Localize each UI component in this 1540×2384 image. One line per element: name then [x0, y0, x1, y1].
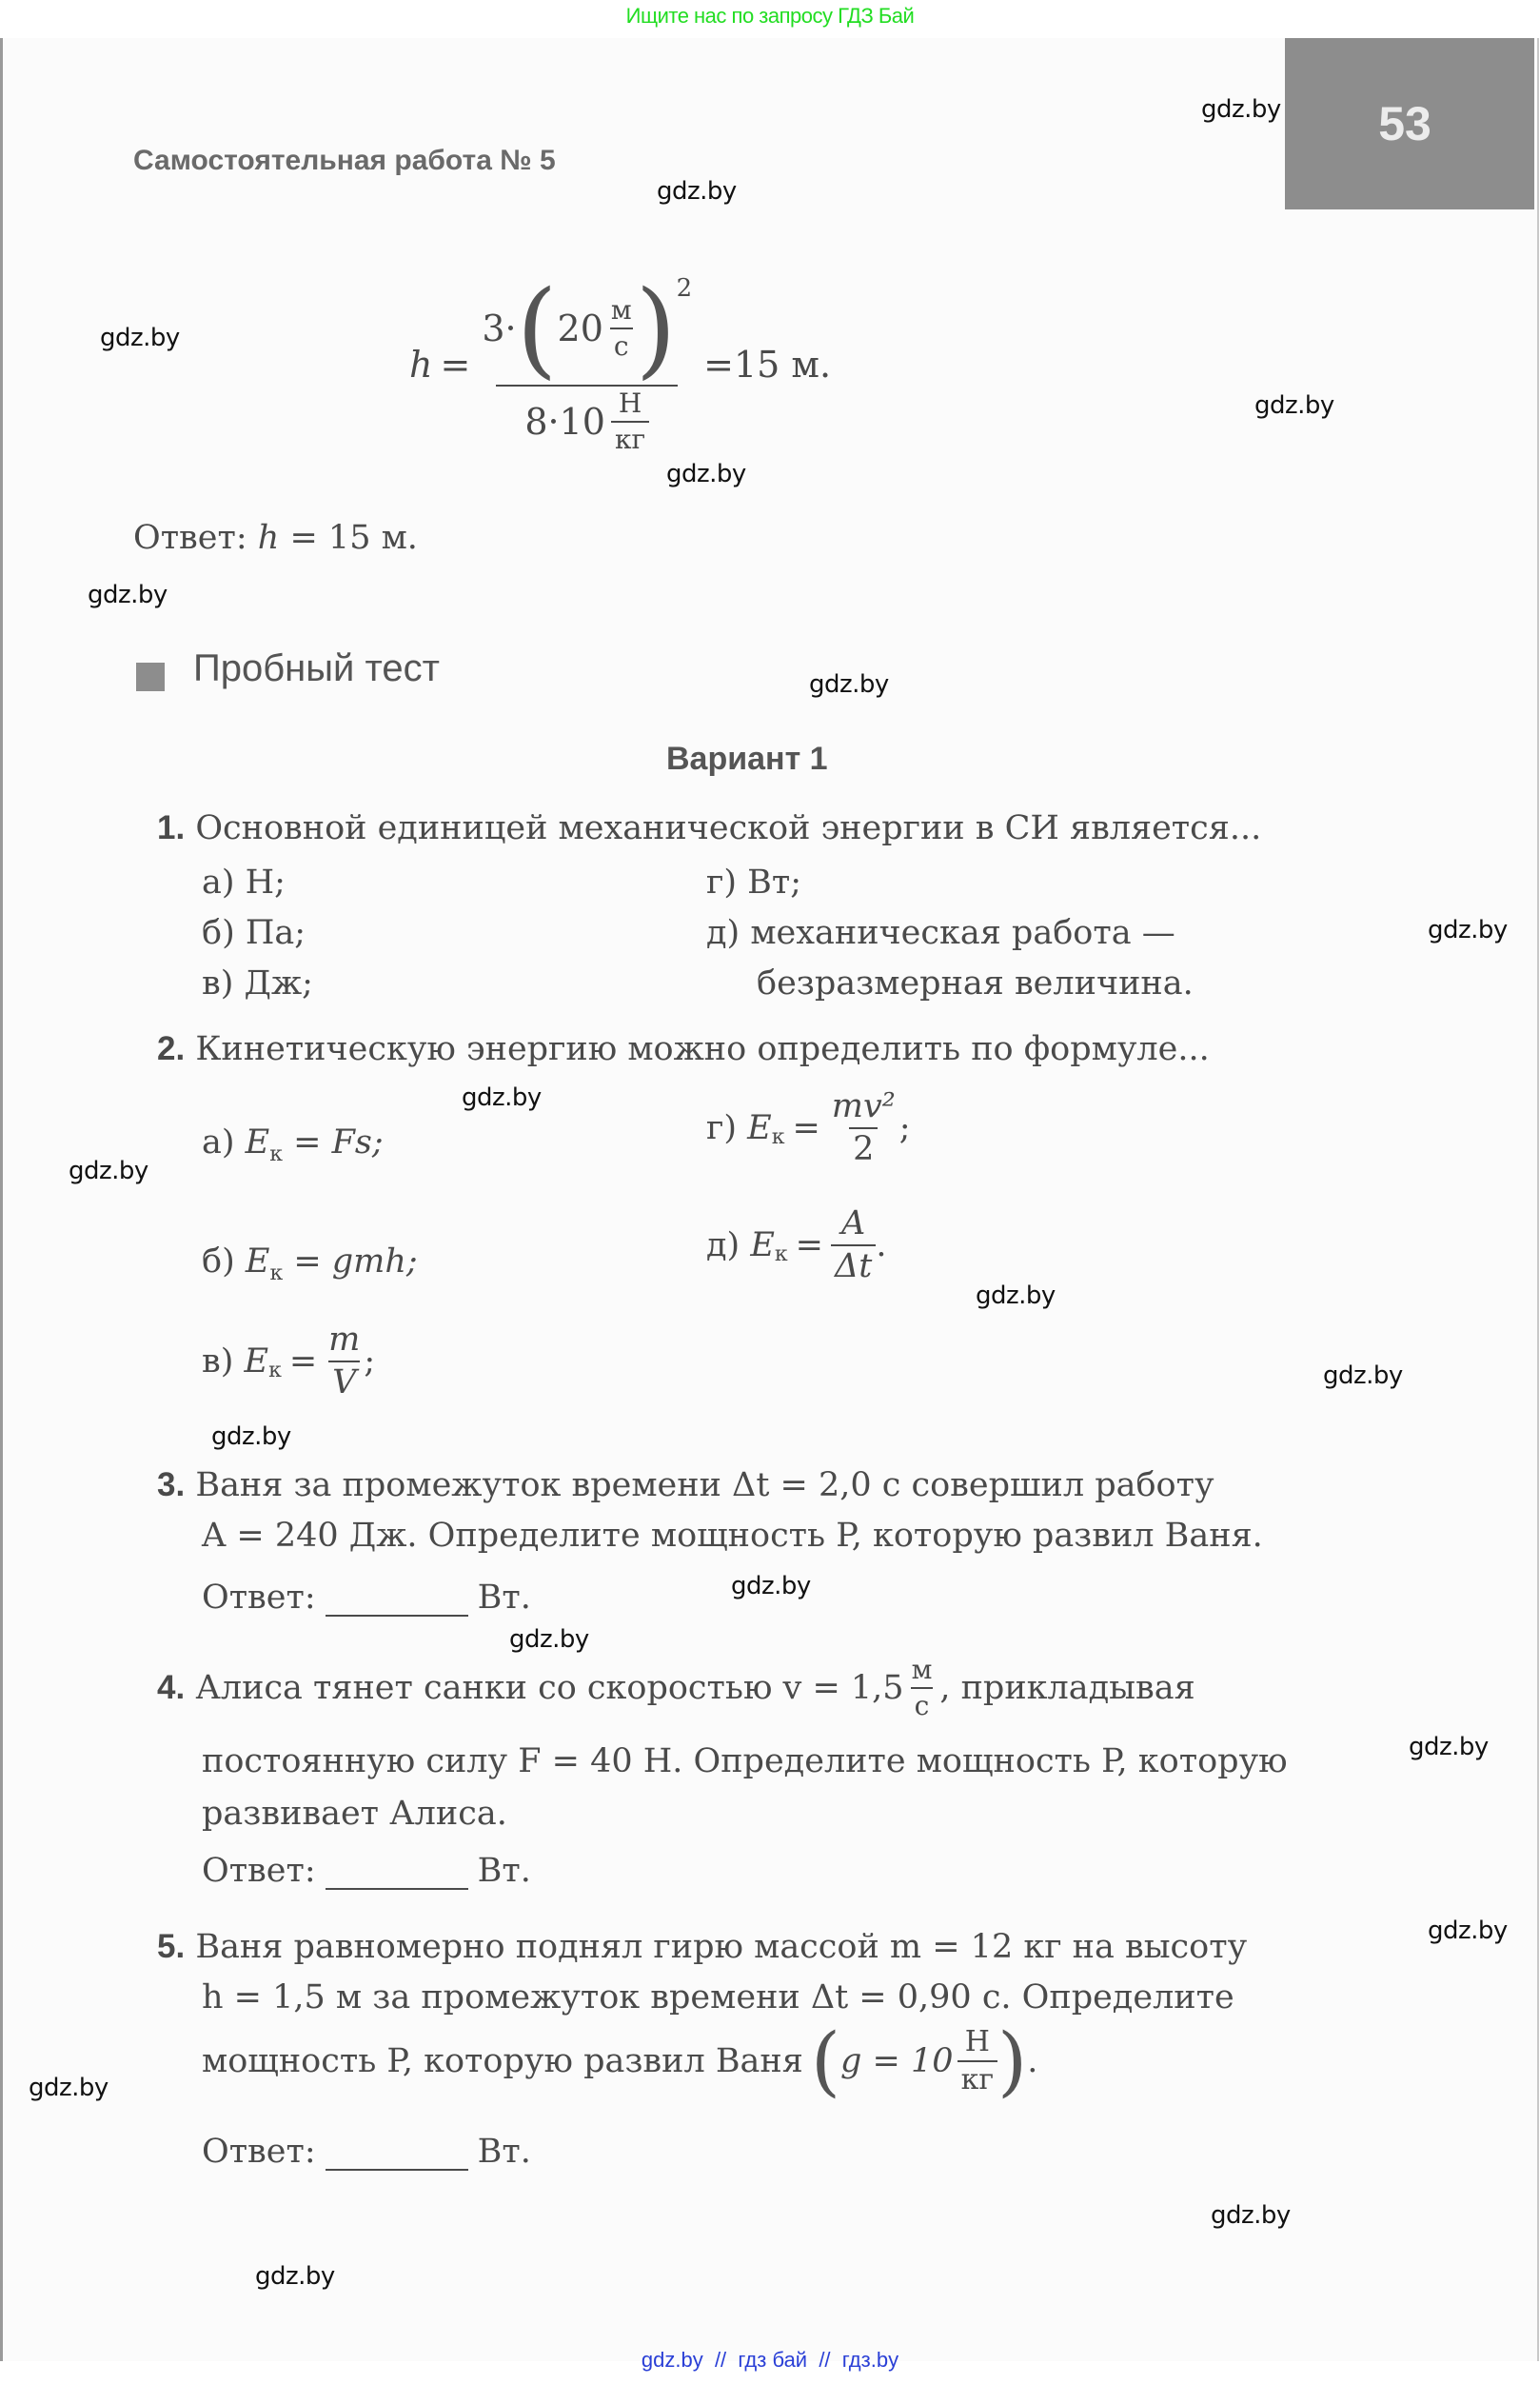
q1-option-b: б) Па;	[202, 914, 306, 952]
unit-n: Н	[964, 2025, 990, 2058]
option-lhs: E	[245, 1123, 270, 1162]
watermark-text: gdz.by	[69, 1157, 148, 1185]
denominator-coef: 8·10	[524, 401, 605, 443]
option-lhs: E	[244, 1342, 269, 1381]
question-4-line3: развивает Алиса.	[202, 1795, 507, 1833]
fraction-den: Δt	[831, 1244, 876, 1283]
section-title: Самостоятельная работа № 5	[133, 145, 556, 176]
answer-blank-field[interactable]	[326, 1586, 468, 1617]
answer-value: = 15 м.	[289, 519, 418, 557]
test-heading	[136, 647, 440, 691]
question-1	[157, 809, 1261, 847]
q2-option-a	[202, 1123, 384, 1166]
question-text-cont: , прикладывая	[939, 1669, 1195, 1707]
watermark-text: gdz.by	[100, 324, 180, 352]
answer-line	[133, 519, 418, 557]
question-5	[157, 1928, 1247, 1966]
q1-option-v: в) Дж;	[202, 964, 313, 1003]
question-4-answer	[202, 1852, 531, 1890]
answer-blank-field[interactable]	[326, 2140, 468, 2171]
numerator-power: 2	[676, 274, 693, 303]
answer-label: Ответ:	[133, 519, 247, 557]
watermark-text: gdz.by	[509, 1625, 589, 1654]
question-text: Ваня за промежуток времени Δt = 2,0 с совершил работу	[195, 1466, 1214, 1504]
option-label: в)	[202, 1342, 234, 1381]
heading-square-icon	[136, 663, 165, 691]
question-number: 3.	[157, 1466, 186, 1503]
page-number: 53	[1378, 97, 1431, 150]
answer-label: Ответ:	[202, 1579, 316, 1617]
option-lhs: E	[750, 1226, 775, 1264]
watermark-text: gdz.by	[1254, 391, 1334, 420]
option-sub: к	[774, 1242, 788, 1266]
option-sub: к	[771, 1125, 785, 1149]
g-hint: g = 10	[840, 2042, 954, 2080]
option-sub: к	[269, 1262, 284, 1285]
watermark-text: gdz.by	[1201, 95, 1281, 124]
q1-option-a: а) Н;	[202, 864, 286, 902]
q2-option-g: г) E $_к$ = $\frac{\text{mv²}}{2}$ ;	[706, 1087, 911, 1168]
answer-unit: Вт.	[477, 1852, 531, 1890]
option-lhs: E	[245, 1242, 270, 1281]
option-label: а)	[202, 1123, 235, 1162]
unit-kg: кг	[958, 2060, 997, 2095]
question-5-line2: h = 1,5 м за промежуток времени Δt = 0,90 с. Определите	[202, 1978, 1234, 2016]
unit-s: с	[610, 328, 633, 360]
answer-label: Ответ:	[202, 1852, 316, 1890]
question-number: 1.	[157, 809, 186, 846]
watermark-text: gdz.by	[29, 2074, 109, 2102]
question-text: мощность P, которую развил Ваня	[202, 2042, 803, 2080]
question-5-answer	[202, 2133, 531, 2171]
test-heading-text: Пробный тест	[193, 647, 440, 689]
formula-fraction: 3· ( 20 $\frac{м}{с}$ ) $^2$ 8·10 $\frac{Н}{кг}$	[482, 268, 693, 455]
answer-unit: Вт.	[477, 1579, 531, 1617]
option-rhs: = gmh;	[293, 1242, 418, 1281]
fraction-num: A	[841, 1204, 866, 1242]
watermark-text: gdz.by	[809, 670, 889, 699]
option-label: г)	[706, 1109, 737, 1147]
variant-title: Вариант 1	[666, 741, 828, 777]
q2-option-d: д) E $_к$ = $\frac{A}{\Delta t}$ .	[706, 1204, 887, 1285]
question-3-line2: A = 240 Дж. Определите мощность P, которую развил Ваня.	[202, 1517, 1263, 1555]
answer-label: Ответ:	[202, 2133, 316, 2171]
footer-links[interactable]: gdz.by // гдз бай // гдз.by	[641, 2348, 899, 2372]
numerator-value: 20	[557, 308, 603, 349]
option-label: д)	[706, 1226, 740, 1264]
formula-lhs: h	[409, 344, 433, 386]
q2-option-b	[202, 1242, 418, 1285]
question-text: Алиса тянет санки со скоростью v = 1,5	[195, 1669, 904, 1707]
watermark-text: gdz.by	[731, 1572, 811, 1600]
watermark-text: gdz.by	[88, 581, 168, 609]
unit-m: м	[911, 1654, 933, 1685]
answer-var: h	[257, 519, 280, 557]
answer-unit: Вт.	[477, 2133, 531, 2171]
question-number: 2.	[157, 1030, 186, 1067]
question-number: 4.	[157, 1669, 186, 1706]
fraction-den: V	[328, 1361, 360, 1400]
option-rhs: = Fs;	[293, 1123, 384, 1162]
watermark-text: gdz.by	[666, 460, 746, 488]
fraction-num: m	[328, 1321, 361, 1359]
question-number: 5.	[157, 1928, 186, 1965]
formula-h: h = 3· ( 20 $\frac{м}{с}$ ) $^2$ 8·10 $\frac{Н}{кг}$ =15 м.	[409, 268, 832, 455]
watermark-text: gdz.by	[1211, 2201, 1291, 2230]
unit-m: м	[610, 294, 632, 326]
option-end: ;	[364, 1342, 376, 1381]
question-2	[157, 1030, 1210, 1068]
question-text: Ваня равномерно поднял гирю массой m = 12 кг на высоту	[195, 1928, 1248, 1966]
watermark-text: gdz.by	[1428, 916, 1508, 944]
question-5-line3: мощность P, которую развил Ваня ( g = 10 $\frac{Н}{кг}$ ) .	[202, 2016, 1038, 2105]
option-sub: к	[268, 1359, 282, 1382]
q1-option-d: д) механическая работа —	[706, 914, 1175, 952]
watermark-text: gdz.by	[211, 1422, 291, 1451]
numerator-coef: 3·	[482, 308, 517, 349]
option-end: ;	[898, 1109, 911, 1147]
watermark-text: gdz.by	[657, 177, 737, 206]
q2-option-v: в) E $_к$ = $\frac{m}{V}$ ;	[202, 1321, 376, 1401]
top-banner-link[interactable]: Ищите нас по запросу ГДЗ Бай	[625, 4, 915, 28]
watermark-text: gdz.by	[462, 1083, 542, 1112]
fraction-num: mv²	[831, 1087, 896, 1125]
watermark-text: gdz.by	[976, 1281, 1056, 1310]
question-text: Основной единицей механической энергии в СИ является...	[195, 809, 1262, 847]
question-3	[157, 1466, 1214, 1504]
question-4-line2: постоянную силу F = 40 Н. Определите мощность P, которую	[202, 1742, 1288, 1780]
option-label: б)	[202, 1242, 235, 1281]
q1-option-g: г) Вт;	[706, 864, 801, 902]
unit-n: Н	[618, 387, 642, 419]
question-3-answer	[202, 1579, 531, 1617]
fraction-den: 2	[849, 1127, 878, 1166]
watermark-text: gdz.by	[1428, 1917, 1508, 1945]
option-end: .	[876, 1226, 887, 1264]
answer-blank-field[interactable]	[326, 1859, 468, 1890]
question-text: Кинетическую энергию можно определить по формуле...	[195, 1030, 1210, 1068]
formula-result: =15 м.	[703, 344, 832, 386]
q1-option-d-cont: безразмерная величина.	[757, 964, 1194, 1003]
option-sub: к	[269, 1142, 283, 1166]
question-end: .	[1027, 2042, 1038, 2080]
option-lhs: E	[747, 1109, 772, 1147]
unit-kg: кг	[611, 421, 649, 453]
unit-s: с	[911, 1687, 934, 1719]
watermark-text: gdz.by	[1409, 1733, 1489, 1761]
watermark-text: gdz.by	[1323, 1361, 1403, 1390]
page-number-box	[1285, 38, 1534, 209]
question-4	[157, 1654, 1195, 1721]
watermark-text: gdz.by	[255, 2262, 335, 2291]
